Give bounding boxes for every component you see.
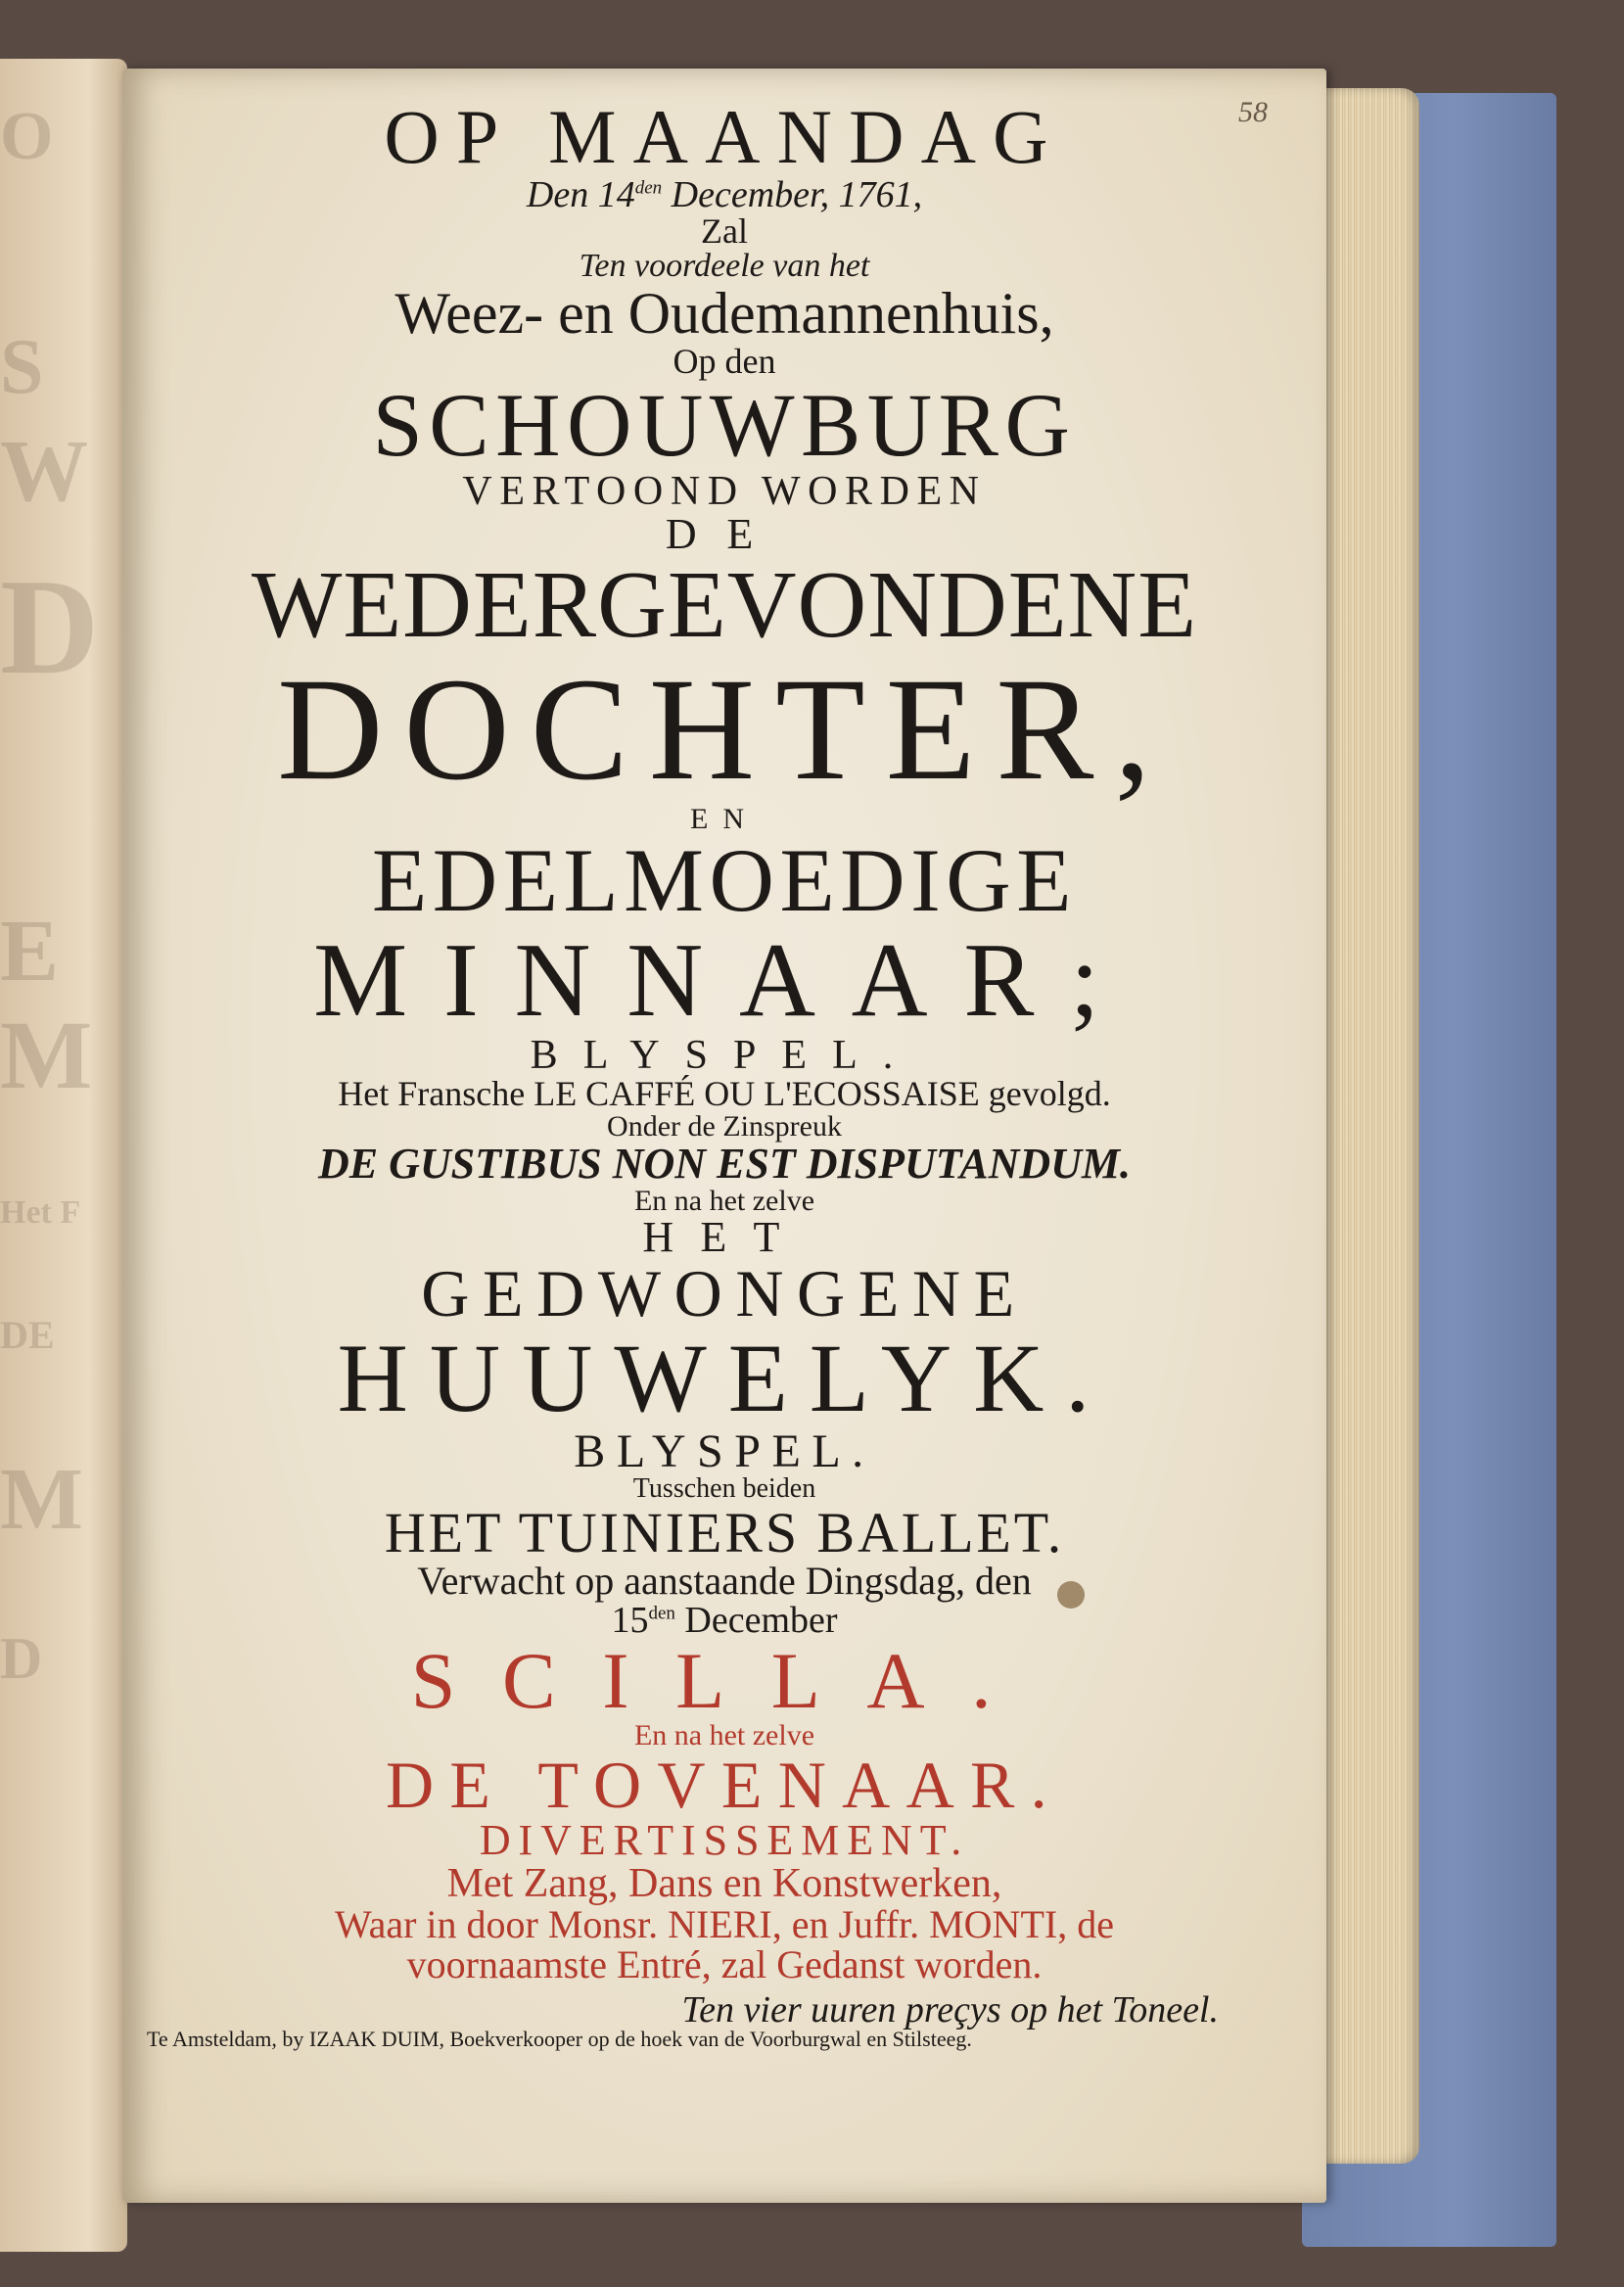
play-title-line-4: MINNAAR;: [313, 921, 1136, 1039]
line-het: HET: [642, 1213, 807, 1262]
left-ghost-text: S: [0, 324, 44, 410]
next-date: $15^{den}$ December: [611, 1599, 838, 1641]
line-waar-in: Waar in door Monsr. NIERI, en Juffr. MONTI, de: [335, 1901, 1114, 1946]
left-ghost-text: D: [0, 1626, 43, 1691]
heading-op-maandag: OP MAANDAG: [384, 94, 1065, 179]
ballet-title: HET TUINIERS BALLET.: [384, 1501, 1065, 1564]
folio-number: 58: [1238, 96, 1268, 128]
second-play-title-line-1: GEDWONGENE: [421, 1256, 1028, 1331]
line-ten-voordeele: Ten voordeele van het: [579, 248, 870, 285]
line-en-na-1: En na het zelve: [633, 1184, 815, 1217]
left-ghost-text: Het F: [0, 1194, 81, 1231]
line-voornaamste: voornaamste Entré, zal Gedanst worden.: [406, 1941, 1043, 1986]
left-page: [0, 59, 127, 2252]
motto-de-gustibus: DE GUSTIBUS NON EST DISPUTANDUM.: [317, 1139, 1132, 1188]
curtain-time: Ten vier uuren preçys op het Toneel.: [681, 1988, 1219, 2030]
line-en: EN: [690, 803, 759, 836]
left-ghost-text: M: [0, 1451, 83, 1548]
left-ghost-text: E: [0, 903, 60, 1000]
next-play-tovenaar: DE TOVENAAR.: [386, 1747, 1063, 1822]
line-met-zang: Met Zang, Dans en Konstwerken,: [446, 1861, 1002, 1907]
genre-divertissement: DIVERTISSEMENT.: [479, 1816, 970, 1865]
line-de: DE: [665, 510, 784, 559]
line-onder-zinspreuk: Onder de Zinspreuk: [607, 1110, 842, 1144]
beneficiary-institution: Weez- en Oudemannenhuis,: [394, 280, 1054, 346]
second-play-title-line-2: HUUWELYK.: [337, 1323, 1112, 1432]
line-op-den: Op den: [673, 341, 776, 381]
left-ghost-text: W: [0, 423, 88, 520]
genre-blyspel-1: BLYSPEL.: [530, 1032, 919, 1078]
play-title-line-1: WEDERGEVONDENE: [251, 552, 1198, 659]
next-play-scilla: SCILLA.: [410, 1635, 1039, 1725]
playbill-page: [122, 69, 1326, 2203]
venue-schouwburg: SCHOUWBURG: [372, 374, 1077, 475]
line-en-na-2: En na het zelve: [633, 1719, 815, 1752]
play-title-line-2: DOCHTER,: [277, 648, 1172, 812]
printer-imprint: Te Amsteldam, by IZAAK DUIM, Boekverkooper op de hoek van de Voorburgwal en Stilsteeg.: [147, 2027, 972, 2052]
performance-date: Den $14^{den}$ December, 1761,: [526, 173, 923, 215]
left-ghost-text: DE: [0, 1313, 55, 1357]
left-ghost-text: M: [0, 1001, 93, 1109]
line-vertoond-worden: VERTOOND WORDEN: [462, 469, 987, 515]
line-verwacht: Verwacht op aanstaande Dingsdag, den: [417, 1559, 1032, 1604]
genre-blyspel-2: BLYSPEL.: [574, 1424, 875, 1477]
playbill-text: [122, 94, 1326, 2052]
left-ghost-text: D: [0, 551, 100, 703]
line-fransche: Het Fransche LE CAFFÉ OU L'ECOSSAISE gevolgd.: [338, 1074, 1111, 1114]
line-tusschen-beiden: Tusschen beiden: [632, 1473, 816, 1505]
left-ghost-text: O: [0, 99, 54, 174]
line-zal: Zal: [701, 211, 748, 252]
play-title-line-3: EDELMOEDIGE: [372, 829, 1077, 930]
